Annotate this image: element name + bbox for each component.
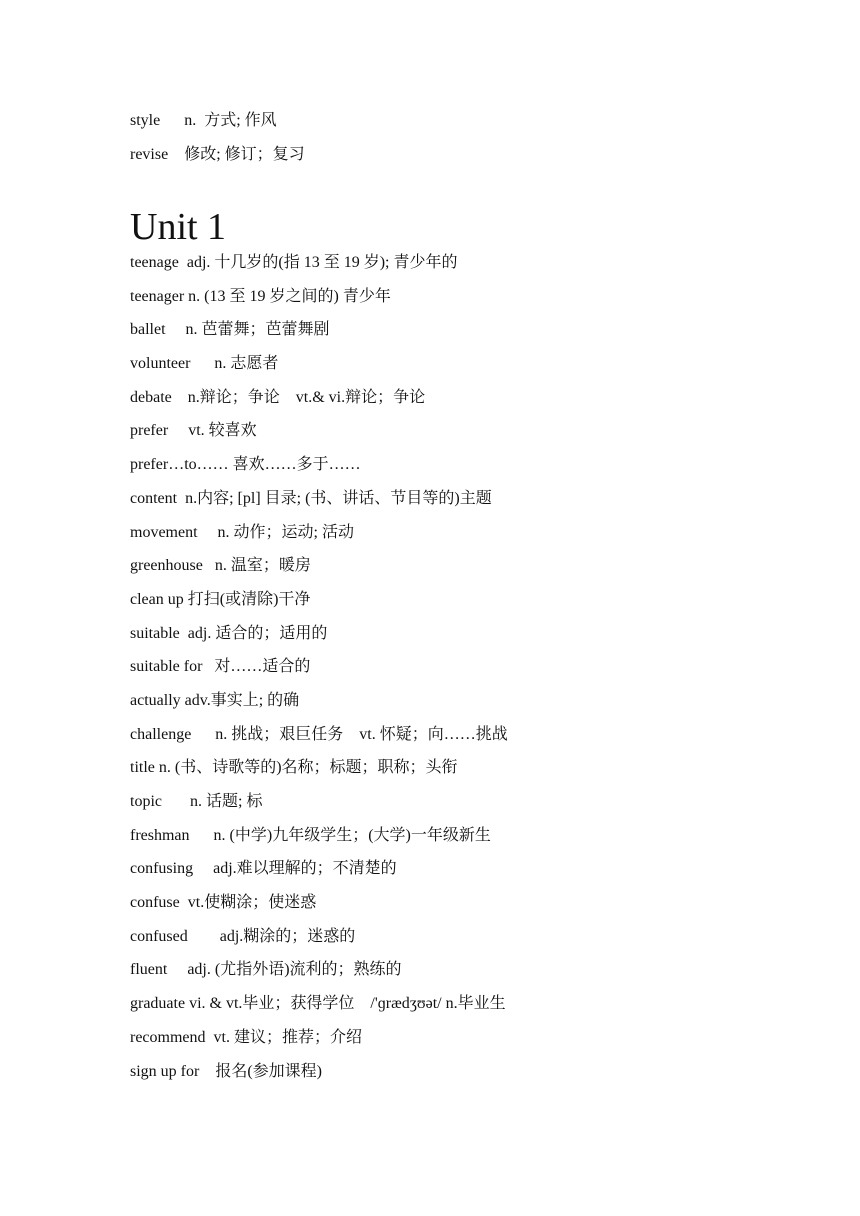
vocab-entry: challenge n. 挑战；艰巨任务 vt. 怀疑；向……挑战 xyxy=(130,725,508,743)
vocab-entry: sign up for 报名(参加课程) xyxy=(130,1062,322,1080)
vocab-entry-style: style n. 方式; 作风 xyxy=(130,112,277,129)
vocab-entry-revise: revise 修改; 修订；复习 xyxy=(130,146,305,163)
vocab-entry: teenager n. (13 至 19 岁之间的) 青少年 xyxy=(130,287,391,305)
vocab-entry: confuse vt.使糊涂；使迷惑 xyxy=(130,894,317,912)
vocab-entry: teenage adj. 十几岁的(指 13 至 19 岁); 青少年的 xyxy=(130,254,458,271)
vocab-entry: freshman n. (中学)九年级学生；(大学)一年级新生 xyxy=(130,826,491,844)
vocab-entry: confused adj.糊涂的；迷惑的 xyxy=(130,927,356,945)
vocab-entry: prefer…to…… 喜欢……多于…… xyxy=(130,456,361,474)
vocabulary-list xyxy=(130,253,810,1082)
vocab-entry: ballet n. 芭蕾舞；芭蕾舞剧 xyxy=(130,321,330,339)
vocab-entry: clean up 打扫(或清除)干净 xyxy=(130,590,311,608)
vocab-entry: movement n. 动作；运动; 活动 xyxy=(130,523,354,541)
vocab-entry: volunteer n. 志愿者 xyxy=(130,355,279,373)
vocab-entry: greenhouse n. 温室；暖房 xyxy=(130,557,311,575)
vocab-entry: graduate vi. & vt.毕业；获得学位 /'ɡrædʒʊət/ n.毕业生 xyxy=(130,995,506,1013)
vocab-entry: suitable for 对……适合的 xyxy=(130,658,311,676)
vocab-entry: topic n. 话题; 标 xyxy=(130,793,263,810)
vocab-entry: confusing adj.难以理解的；不清楚的 xyxy=(130,860,397,878)
document-content xyxy=(130,110,810,1095)
vocab-entry: debate n.辩论；争论 vt.& vi.辩论；争论 xyxy=(130,388,426,406)
vocab-entry: content n.内容; [pl] 目录; (书、讲话、节目等的)主题 xyxy=(130,489,492,507)
vocab-entry: suitable adj. 适合的；适用的 xyxy=(130,624,328,642)
vocab-entry: recommend vt. 建议；推荐；介绍 xyxy=(130,1028,362,1046)
vocab-entry: prefer vt. 较喜欢 xyxy=(130,422,257,440)
unit-heading: Unit 1 xyxy=(130,206,227,248)
vocab-entry: fluent adj. (尤指外语)流利的；熟练的 xyxy=(130,961,402,979)
vocab-entry: actually adv.事实上; 的确 xyxy=(130,691,300,709)
line-spacer xyxy=(130,131,810,145)
vocab-entry: title n. (书、诗歌等的)名称；标题；职称；头衔 xyxy=(130,759,458,777)
